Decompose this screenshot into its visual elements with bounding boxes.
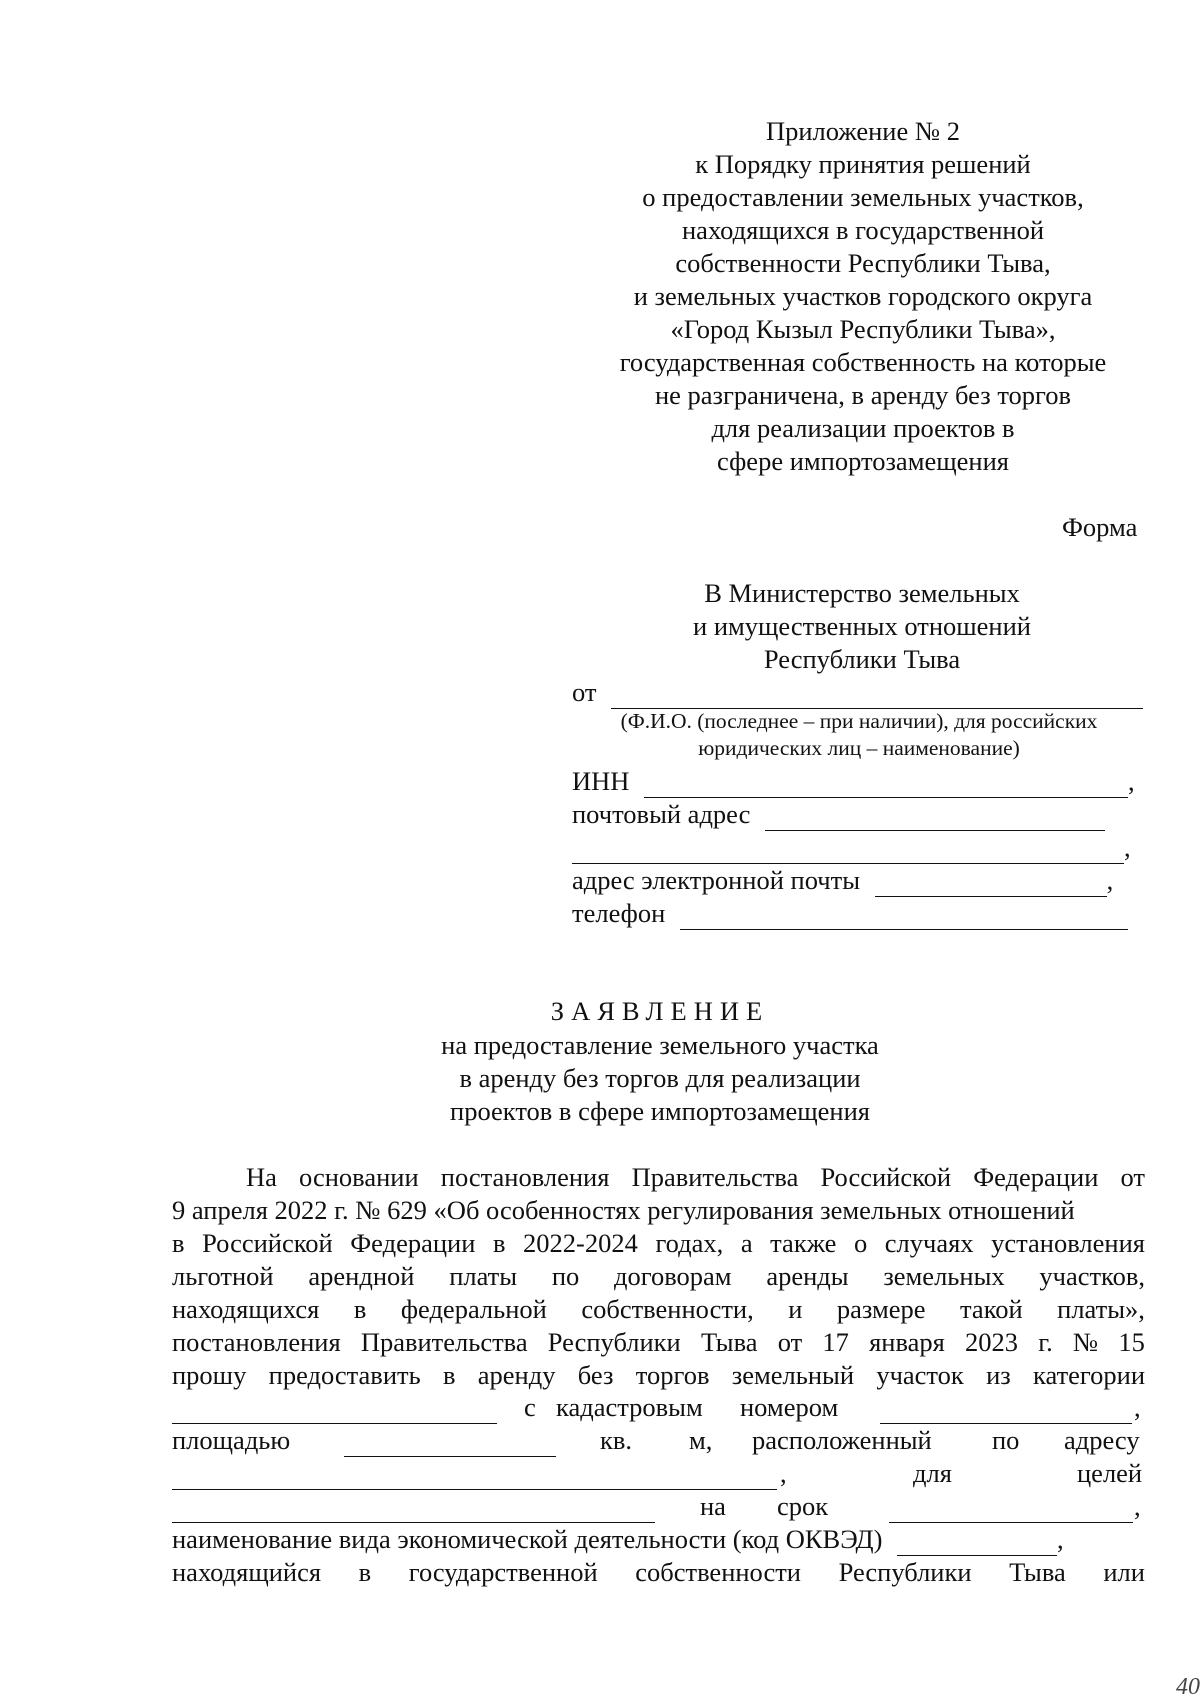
body-line: в Российской Федерации в 2022-2024 годах, а также о случаях установления	[172, 1228, 1145, 1258]
addressee-line: Республики Тыва	[763, 644, 961, 674]
body-line: находящихся в федеральной собственности, и размере такой платы»,	[172, 1294, 1145, 1324]
body-line: постановления Правительства Республики Тыва от 17 января 2023 г. № 15	[172, 1327, 1145, 1357]
appendix-line: и земельных участков городского округа	[633, 281, 1093, 311]
addressee-line: и имущественных отношений	[693, 611, 1031, 641]
email-field[interactable]	[875, 864, 1107, 897]
from-row	[572, 676, 1143, 709]
appendix-line: «Город Кызыл Республики Тыва»,	[670, 314, 1056, 344]
okved-field[interactable]	[897, 1523, 1057, 1556]
from-name-field[interactable]	[611, 676, 1143, 709]
statement-subtitle-line: проектов в сфере импортозамещения	[450, 1096, 870, 1126]
body-line: льготной арендной платы по договорам аренды земельных участков,	[172, 1261, 1145, 1291]
postal-label: почтовый адрес	[572, 799, 751, 829]
phone-label: телефон	[572, 898, 666, 928]
inn-row: ИНН ,	[572, 766, 1135, 796]
cadastral-number-field[interactable]	[880, 1391, 1132, 1424]
form-label: Форма	[1062, 512, 1138, 542]
body-line: прошу предоставить в аренду без торгов земельный участок из категории	[172, 1360, 1145, 1390]
inn-label: ИНН	[572, 766, 630, 796]
appendix-line: находящихся в государственной	[682, 215, 1044, 245]
document-page: Приложение № 2 к Порядку принятия решений о предоставлении земельных участков, находящихся в государственной собственности Республики Тыва, и земельных участков городского округа «Город Кызыл Республики Тыва», государственная собственность на которые не разграничена, в аренду без торгов для реализации проектов в сфере импортозамещения Форма В Министерство земельных и имущественных отношений Республики Тыва от (Ф.И.О. (последнее – при наличии), для российских юридических лиц – наименование) ИНН , почтовый адрес , адрес электронной почты , телефон ЗАЯВЛЕНИЕ на предоставление земельного участка в аренду без торгов для реализации проектов в сфере импортозамещения На основании постановления Правительства Российской Федерации от 9 апреля 2022 г. № 629 «Об особенностях регулирования земельных отношений в Российской Федерации в 2022-2024 годах, а также о случаях установления льготной арендной платы по договорам аренды земельных участков, находящихся в федеральной собственности, и размере такой платы», постановления Правительства Республики Тыва от 17 января 2023 г. № 15 прошу предоставить в аренду без торгов земельный участок из категории с кадастровым номером , площадью кв. м, расположенный по адресу , для целей на срок , наименование вида экономической деятельности (код ОКВЭД) , находящийся в государственной собственности Республики Тыва или 40	[172, 116, 1200, 1700]
body-line: На основании постановления Правительства Российской Федерации от	[246, 1162, 1145, 1192]
appendix-line: Приложение № 2	[765, 116, 961, 146]
term-field[interactable]	[889, 1490, 1133, 1523]
body-line: 9 апреля 2022 г. № 629 «Об особенностях регулирования земельных отношений	[172, 1195, 1075, 1225]
purpose-field[interactable]	[172, 1490, 655, 1523]
area-field[interactable]	[344, 1424, 556, 1457]
from-label: от	[572, 677, 597, 707]
statement-subtitle-line: в аренду без торгов для реализации	[459, 1063, 861, 1093]
postal-row	[572, 798, 1105, 831]
addressee-line: В Министерство земельных	[704, 578, 1020, 608]
phone-field[interactable]	[680, 897, 1128, 930]
appendix-line: собственности Республики Тыва,	[675, 248, 1051, 278]
okved-row: наименование вида экономической деятельности (код ОКВЭД) ,	[172, 1524, 1064, 1554]
phone-row	[572, 897, 1128, 930]
from-hint-line: (Ф.И.О. (последнее – при наличии), для российских	[620, 709, 1098, 733]
page-number: 40	[1176, 1674, 1200, 1700]
appendix-line: сфере импортозамещения	[717, 446, 1009, 476]
land-category-field[interactable]	[172, 1391, 497, 1424]
postal-address-field-2[interactable]	[572, 831, 1124, 864]
address-field[interactable]	[172, 1457, 777, 1490]
postal-row-2: ,	[572, 831, 1131, 864]
appendix-line: государственная собственность на которые	[619, 347, 1107, 377]
appendix-line: для реализации проектов в	[711, 413, 1015, 443]
email-label: адрес электронной почты	[572, 865, 860, 895]
postal-address-field[interactable]	[765, 798, 1105, 831]
statement-title: ЗАЯВЛЕНИЕ	[550, 996, 770, 1026]
okved-label: наименование вида экономической деятельности (код ОКВЭД)	[172, 1524, 883, 1554]
body-line: находящийся в государственной собственности Республики Тыва или	[172, 1557, 1145, 1587]
email-row: адрес электронной почты ,	[572, 865, 1114, 895]
from-hint-line: юридических лиц – наименование)	[698, 736, 1020, 760]
statement-subtitle-line: на предоставление земельного участка	[441, 1030, 879, 1060]
appendix-line: не разграничена, в аренду без торгов	[654, 380, 1072, 410]
inn-field[interactable]	[644, 765, 1128, 798]
appendix-line: о предоставлении земельных участков,	[642, 182, 1084, 212]
appendix-line: к Порядку принятия решений	[695, 149, 1031, 179]
